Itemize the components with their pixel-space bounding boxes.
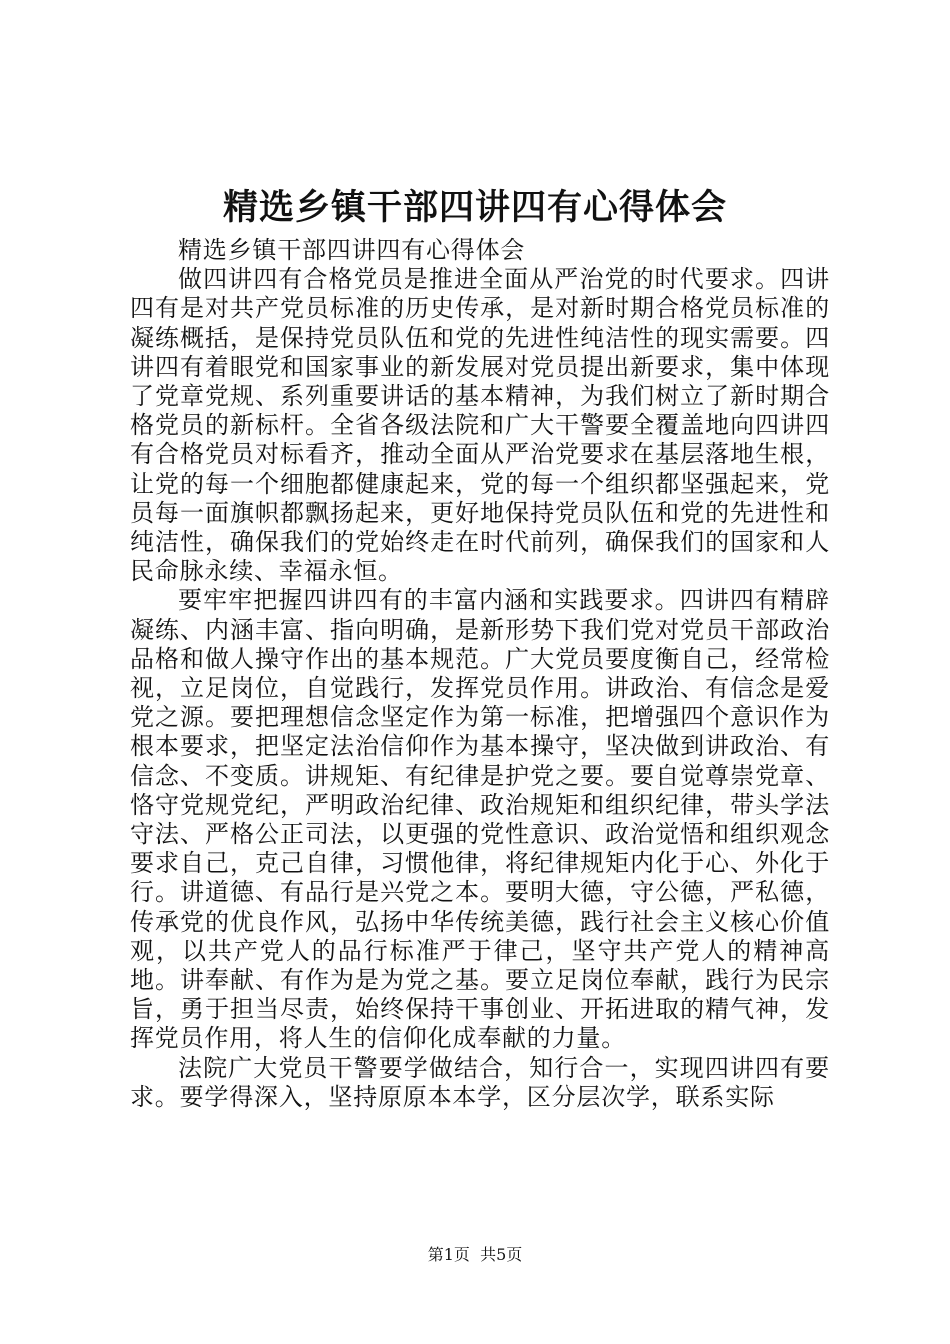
page-total: 共5页 <box>480 1245 523 1264</box>
document-title: 精选乡镇干部四讲四有心得体会 <box>222 187 727 228</box>
footer-spacer <box>470 1245 480 1264</box>
paragraph-3: 法院广大党员干警要学做结合，知行合一，实现四讲四有要求。要学得深入，坚持原原本本学，区分层次学，联系实际 <box>130 1053 830 1111</box>
paragraph-1: 做四讲四有合格党员是推进全面从严治党的时代要求。四讲四有是对共产党员标准的历史传承，是对新时期合格党员标准的凝练概括，是保持党员队伍和党的先进性纯洁性的现实需要。四讲四有着眼党和国家事业的新发展对党员提出新要求，集中体现了党章党规、系列重要讲话的基本精神，为我们树立了新时期合格党员的新标杆。全省各级法院和广大干警要全覆盖地向四讲四有合格党员对标看齐，推动全面从严治党要求在基层落地生根，让党的每一个细胞都健康起来，党的每一个组织都坚强起来，党员每一面旗帜都飘扬起来，更好地保持党员队伍和党的先进性和纯洁性，确保我们的党始终走在时代前列，确保我们的国家和人民命脉永续、幸福永恒。 <box>130 265 830 586</box>
paragraph-2: 要牢牢把握四讲四有的丰富内涵和实践要求。四讲四有精辟凝练、内涵丰富、指向明确，是新形势下我们党对党员干部政治品格和做人操守作出的基本规范。广大党员要度衡自己，经常检视，立足岗位，自觉践行，发挥党员作用。讲政治、有信念是爱党之源。要把理想信念坚定作为第一标准，把增强四个意识作为根本要求，把坚定法治信仰作为基本操守，坚决做到讲政治、有信念、不变质。讲规矩、有纪律是护党之要。要自觉尊崇党章、恪守党规党纪，严明政治纪律、政治规矩和组织纪律，带头学法守法、严格公正司法，以更强的党性意识、政治觉悟和组织观念要求自己，克己自律，习惯他律，将纪律规矩内化于心、外化于行。讲道德、有品行是兴党之本。要明大德，守公德，严私德，传承党的优良作风，弘扬中华传统美德，践行社会主义核心价值观，以共产党人的品行标准严于律己，坚守共产党人的精神高地。讲奉献、有作为是为党之基。要立足岗位奉献，践行为民宗旨，勇于担当尽责，始终保持干事创业、开拓进取的精气神，发挥党员作用，将人生的信仰化成奉献的力量。 <box>130 586 830 1053</box>
document-body <box>130 236 830 1112</box>
paragraph-subtitle: 精选乡镇干部四讲四有心得体会 <box>178 236 526 264</box>
page-footer <box>0 1243 950 1267</box>
page-number: 第1页 <box>427 1245 470 1264</box>
